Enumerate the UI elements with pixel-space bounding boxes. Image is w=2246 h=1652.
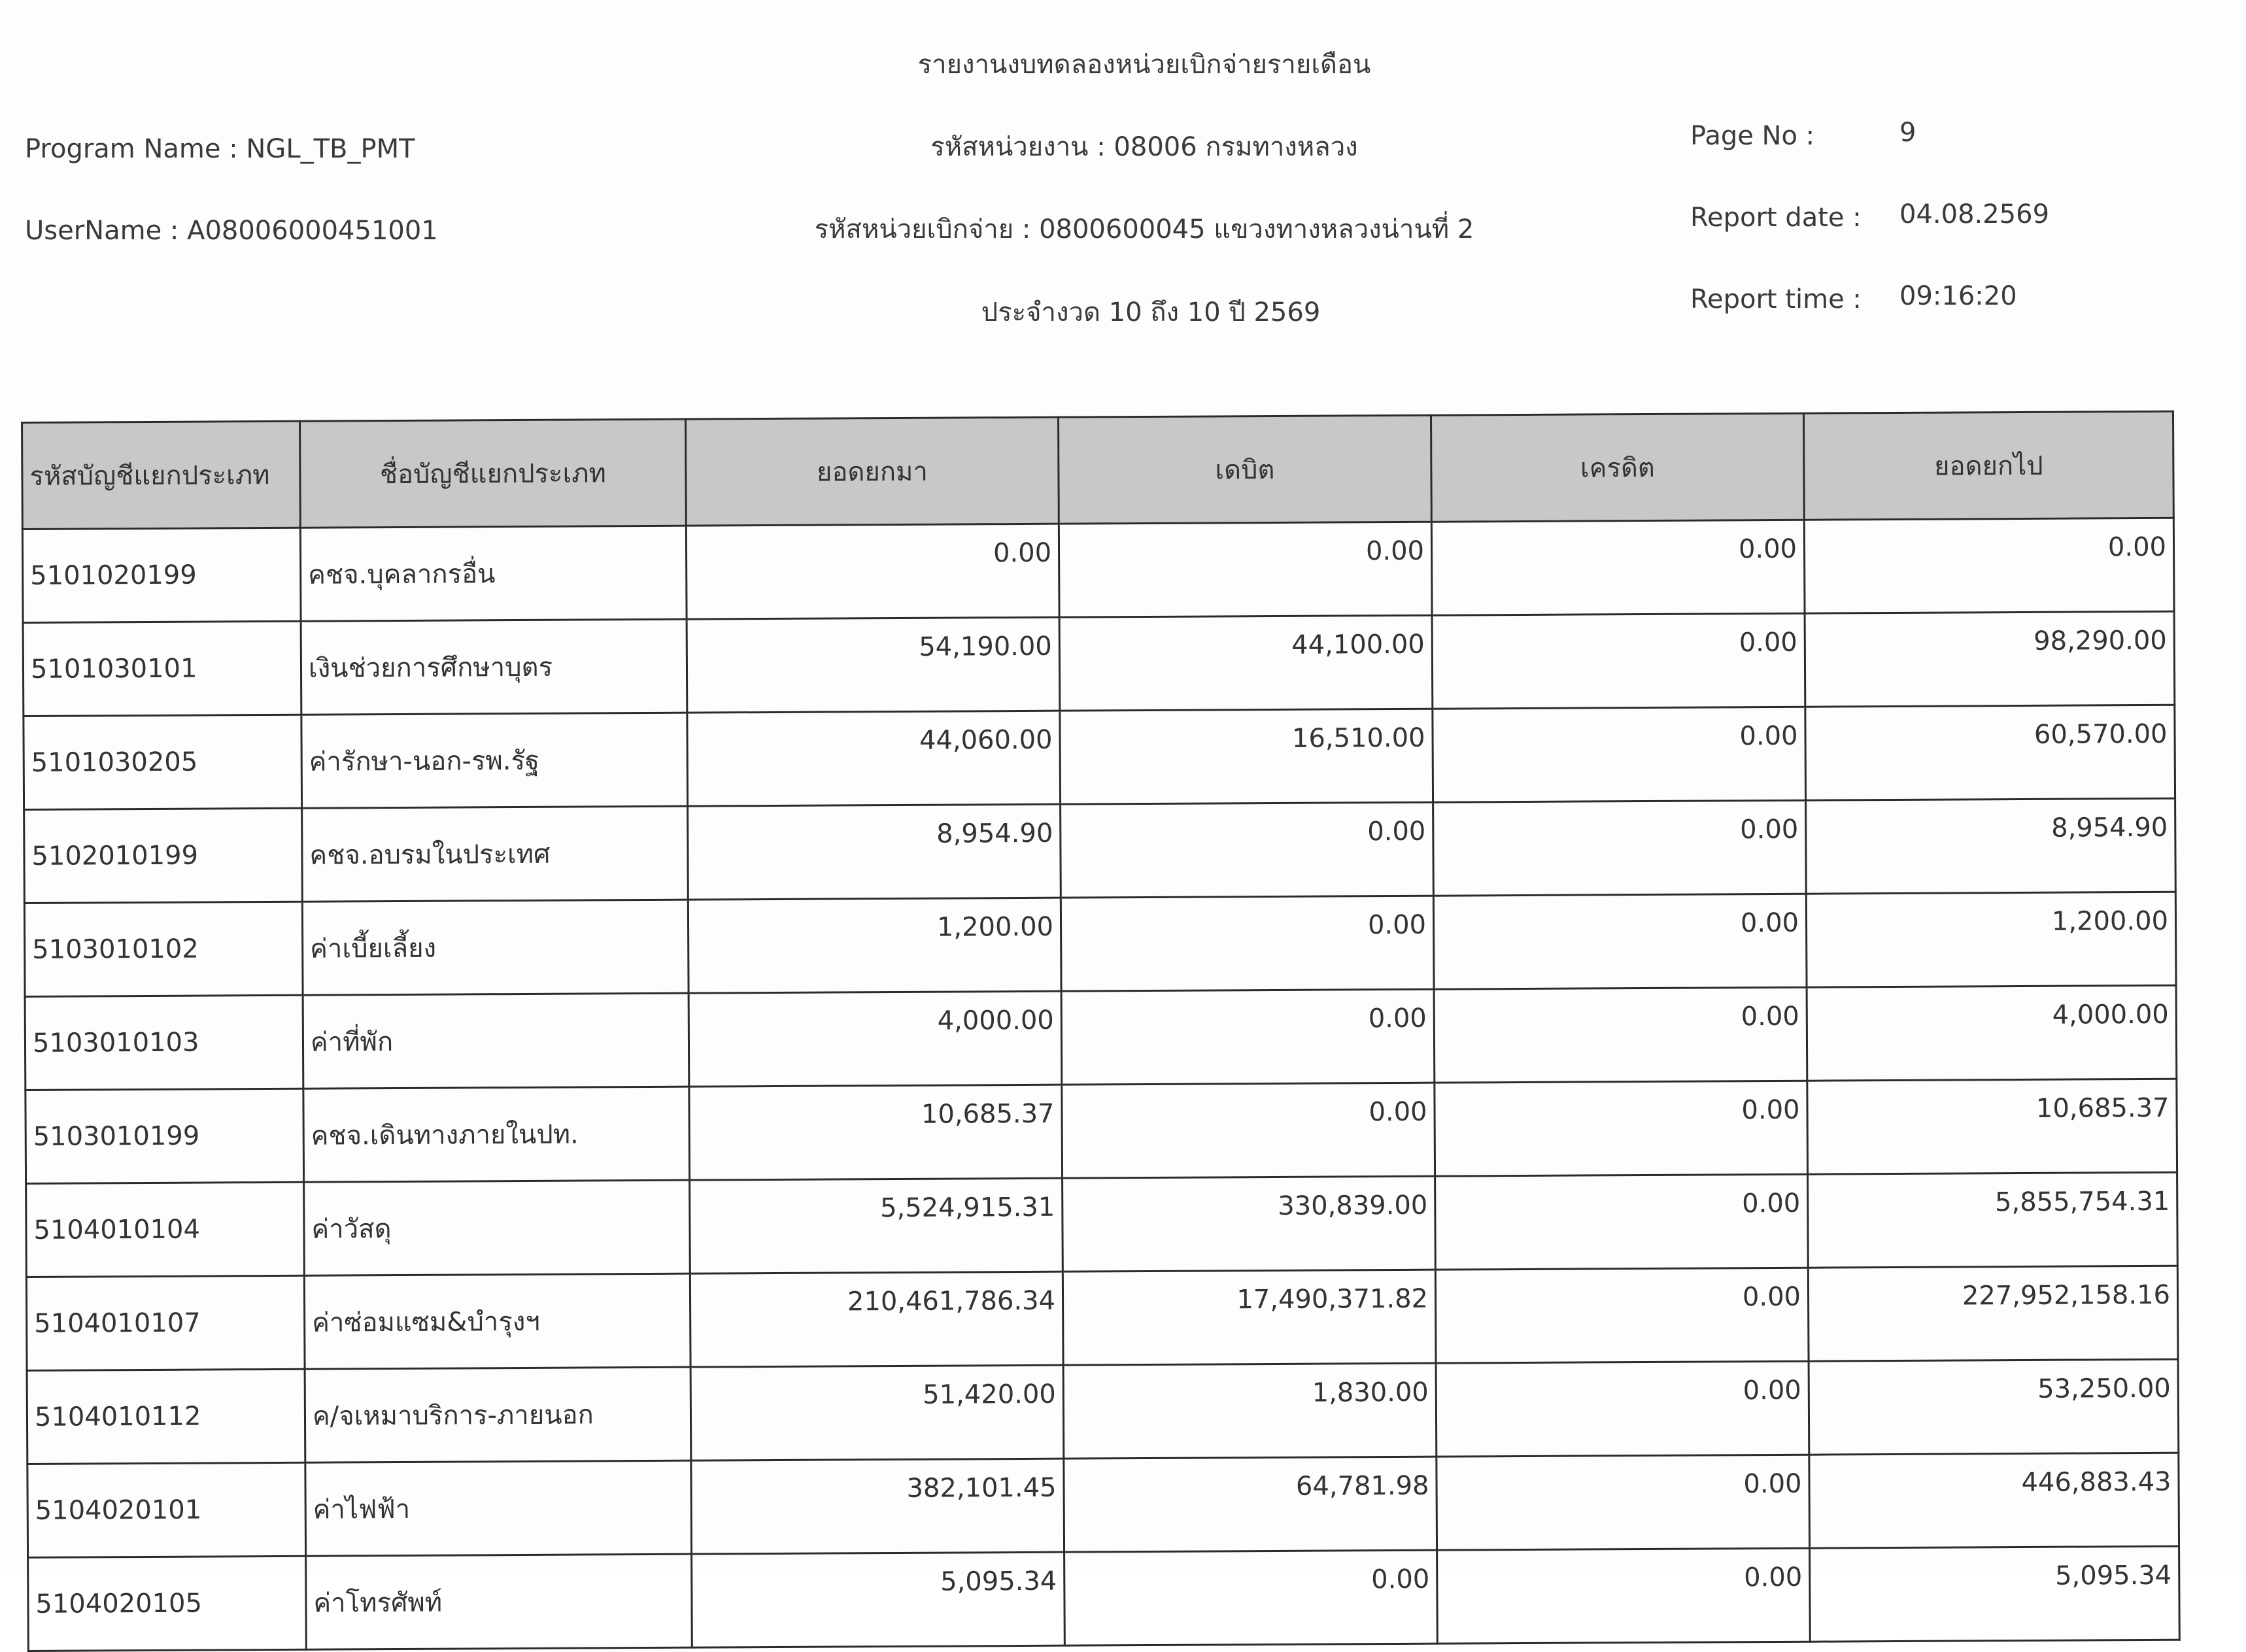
- credit-cell: 0.00: [1433, 894, 1807, 989]
- carried-forward-cell: 4,000.00: [1807, 985, 2177, 1081]
- credit-cell: 0.00: [1435, 1268, 1809, 1363]
- carried-forward-cell: 227,952,158.16: [1808, 1266, 2178, 1361]
- account-code-cell: 5101030205: [24, 715, 302, 809]
- brought-forward-cell: 5,095.34: [692, 1552, 1065, 1647]
- report-date-value: 04.08.2569: [1899, 199, 2050, 229]
- column-header-account-name: ชื่อบัญชีแยกประเภท: [300, 419, 687, 528]
- column-header-brought-forward: ยอดยกมา: [685, 417, 1059, 526]
- brought-forward-cell: 210,461,786.34: [690, 1272, 1063, 1367]
- brought-forward-cell: 4,000.00: [689, 991, 1062, 1087]
- carried-forward-cell: 98,290.00: [1805, 611, 2175, 707]
- debit-cell: 0.00: [1062, 1083, 1435, 1178]
- account-code-cell: 5104010104: [26, 1182, 305, 1277]
- account-name-cell: ค่าที่พัก: [303, 993, 689, 1088]
- credit-cell: 0.00: [1433, 800, 1807, 896]
- debit-cell: 330,839.00: [1063, 1176, 1436, 1272]
- account-code-cell: 5104020101: [27, 1462, 306, 1557]
- credit-cell: 0.00: [1433, 707, 1806, 802]
- column-header-carried-forward: ยอดยกไป: [1803, 411, 2173, 520]
- table-header-row: [22, 411, 2174, 529]
- account-code-cell: 5101020199: [22, 528, 301, 622]
- report-time-label: Report time :: [1690, 284, 1862, 314]
- brought-forward-cell: 51,420.00: [690, 1365, 1064, 1460]
- table-row: [24, 798, 2176, 903]
- column-header-debit: เดบิต: [1058, 415, 1431, 524]
- report-title: รายงานงบทดลองหน่วยเบิกจ่ายรายเดือน: [917, 50, 1371, 80]
- brought-forward-cell: 5,524,915.31: [690, 1178, 1063, 1273]
- account-code-cell: 5103010199: [26, 1088, 304, 1183]
- carried-forward-cell: 5,855,754.31: [1808, 1172, 2178, 1268]
- carried-forward-cell: 53,250.00: [1809, 1359, 2179, 1455]
- account-code-cell: 5101030101: [23, 621, 301, 716]
- debit-cell: 0.00: [1061, 989, 1435, 1085]
- debit-cell: 0.00: [1061, 896, 1434, 991]
- account-code-cell: 5103010102: [24, 902, 303, 996]
- brought-forward-cell: 8,954.90: [688, 804, 1061, 900]
- account-name-cell: ค่ารักษา-นอก-รพ.รัฐ: [301, 713, 688, 808]
- user-name: UserName : A08006000451001: [25, 216, 438, 246]
- debit-cell: 1,830.00: [1063, 1363, 1437, 1458]
- carried-forward-cell: 1,200.00: [1806, 892, 2176, 987]
- table-row: [22, 518, 2174, 622]
- brought-forward-cell: 0.00: [686, 524, 1059, 619]
- brought-forward-cell: 54,190.00: [687, 617, 1060, 713]
- page-no-value: 9: [1899, 118, 1916, 148]
- debit-cell: 17,490,371.82: [1063, 1270, 1436, 1365]
- brought-forward-cell: 1,200.00: [688, 898, 1061, 993]
- debit-cell: 64,781.98: [1064, 1457, 1437, 1552]
- carried-forward-cell: 5,095.34: [1810, 1546, 2180, 1642]
- account-name-cell: เงินช่วยการศึกษาบุตร: [301, 619, 687, 715]
- credit-cell: 0.00: [1437, 1548, 1811, 1644]
- carried-forward-cell: 446,883.43: [1809, 1453, 2179, 1548]
- account-name-cell: ค/จเหมาบริการ-ภายนอก: [305, 1367, 691, 1462]
- credit-cell: 0.00: [1436, 1361, 1809, 1457]
- account-name-cell: คชจ.บุคลากรอื่น: [300, 526, 687, 621]
- brought-forward-cell: 44,060.00: [687, 711, 1061, 806]
- trial-balance-table: [21, 411, 2181, 1652]
- account-name-cell: คชจ.เดินทางภายในปท.: [303, 1087, 690, 1182]
- account-code-cell: 5104010107: [26, 1275, 305, 1370]
- debit-cell: 0.00: [1059, 522, 1432, 617]
- account-code-cell: 5102010199: [24, 808, 303, 903]
- program-name: Program Name : NGL_TB_PMT: [25, 134, 415, 164]
- credit-cell: 0.00: [1437, 1455, 1810, 1550]
- carried-forward-cell: 0.00: [1804, 518, 2174, 613]
- credit-cell: 0.00: [1435, 1174, 1809, 1270]
- account-code-cell: 5103010103: [25, 995, 303, 1090]
- table-row: [24, 705, 2175, 809]
- page-no-label: Page No :: [1690, 121, 1815, 151]
- column-header-credit: เครดิต: [1431, 413, 1804, 522]
- debit-cell: 0.00: [1064, 1550, 1438, 1645]
- credit-cell: 0.00: [1432, 613, 1805, 709]
- agency-code-line: รหัสหน่วยงาน : 08006 กรมทางหลวง: [930, 132, 1358, 162]
- account-code-cell: 5104020105: [28, 1556, 307, 1651]
- account-code-cell: 5104010112: [27, 1369, 305, 1464]
- table-row: [25, 985, 2177, 1090]
- account-name-cell: คชจ.อบรมในประเทศ: [302, 806, 689, 902]
- credit-cell: 0.00: [1435, 1081, 1808, 1176]
- table-row: [27, 1453, 2179, 1557]
- table-row: [28, 1546, 2180, 1651]
- account-name-cell: ค่าไฟฟ้า: [305, 1460, 692, 1556]
- account-name-cell: ค่าเบี้ยเลี้ยง: [302, 900, 689, 995]
- disbursement-unit-line: รหัสหน่วยเบิกจ่าย : 0800600045 แขวงทางหลวงน่านที่ 2: [814, 214, 1474, 244]
- report-time-value: 09:16:20: [1899, 281, 2017, 311]
- table-row: [26, 1266, 2178, 1370]
- column-header-account-code: รหัสบัญชีแยกประเภท: [22, 421, 301, 529]
- table-row: [26, 1079, 2177, 1183]
- table-row: [24, 892, 2176, 996]
- carried-forward-cell: 8,954.90: [1806, 798, 2176, 894]
- table-row: [26, 1172, 2178, 1277]
- debit-cell: 0.00: [1061, 802, 1434, 898]
- table-row: [23, 611, 2175, 716]
- account-name-cell: ค่าวัสดุ: [304, 1180, 690, 1275]
- carried-forward-cell: 60,570.00: [1805, 705, 2175, 800]
- account-name-cell: ค่าโทรศัพท์: [306, 1554, 692, 1649]
- period-line: ประจำงวด 10 ถึง 10 ปี 2569: [981, 297, 1321, 328]
- carried-forward-cell: 10,685.37: [1807, 1079, 2177, 1174]
- report-date-label: Report date :: [1690, 203, 1862, 233]
- brought-forward-cell: 382,101.45: [691, 1458, 1064, 1554]
- debit-cell: 16,510.00: [1060, 709, 1433, 804]
- table-row: [27, 1359, 2179, 1464]
- brought-forward-cell: 10,685.37: [689, 1085, 1063, 1180]
- credit-cell: 0.00: [1431, 520, 1805, 615]
- debit-cell: 44,100.00: [1059, 615, 1433, 711]
- credit-cell: 0.00: [1434, 987, 1807, 1083]
- account-name-cell: ค่าซ่อมแซม&บำรุงฯ: [304, 1273, 690, 1369]
